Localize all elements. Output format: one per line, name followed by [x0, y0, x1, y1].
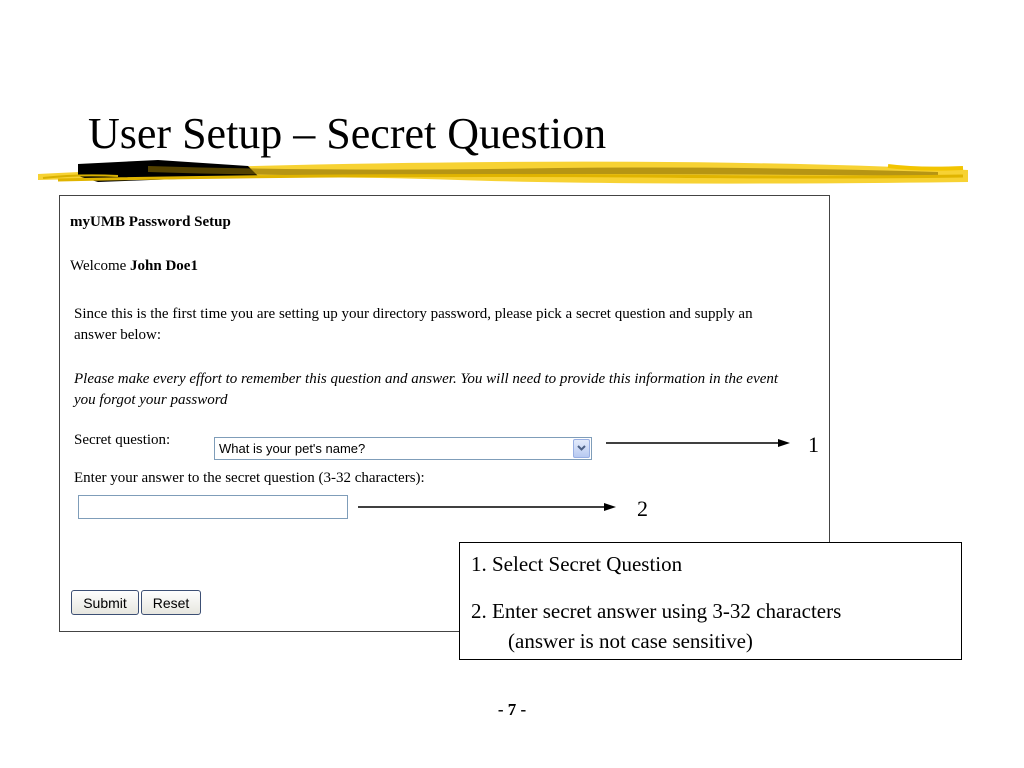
chevron-down-icon [574, 440, 589, 457]
page-number: - 7 - [497, 700, 527, 719]
secret-question-label: Secret question: [74, 432, 171, 448]
dropdown-button[interactable] [573, 439, 590, 458]
welcome-label: Welcome [70, 258, 127, 274]
intro-text: Since this is the first time you are setting up your directory password, please pick a secret question and supply an answer below: [74, 306, 753, 343]
instruction-1: 1. Select Secret Question [471, 552, 683, 576]
reminder-text: Please make every effort to remember this question and answer. You will need to provide this information in the event you forgot your password [74, 371, 779, 408]
reset-button[interactable]: Reset [141, 590, 201, 615]
instructions-box [459, 542, 962, 660]
submit-button[interactable]: Submit [71, 590, 139, 615]
instruction-2-note: (answer is not case sensitive) [508, 629, 753, 653]
secret-question-value: What is your pet's name? [219, 441, 366, 456]
slide-title: User Setup – Secret Question [88, 109, 607, 158]
welcome-line [70, 258, 198, 275]
form-heading: myUMB Password Setup [70, 214, 231, 230]
user-name: John Doe1 [130, 258, 198, 274]
secret-answer-input[interactable] [78, 495, 348, 519]
secret-question-select[interactable] [214, 437, 592, 460]
answer-label: Enter your answer to the secret question (3-32 characters): [74, 470, 425, 486]
callout-number-1: 1 [808, 432, 819, 457]
instruction-2: 2. Enter secret answer using 3-32 characters [471, 599, 842, 623]
title-underline-decoration [38, 152, 968, 192]
callout-number-2: 2 [637, 496, 648, 521]
